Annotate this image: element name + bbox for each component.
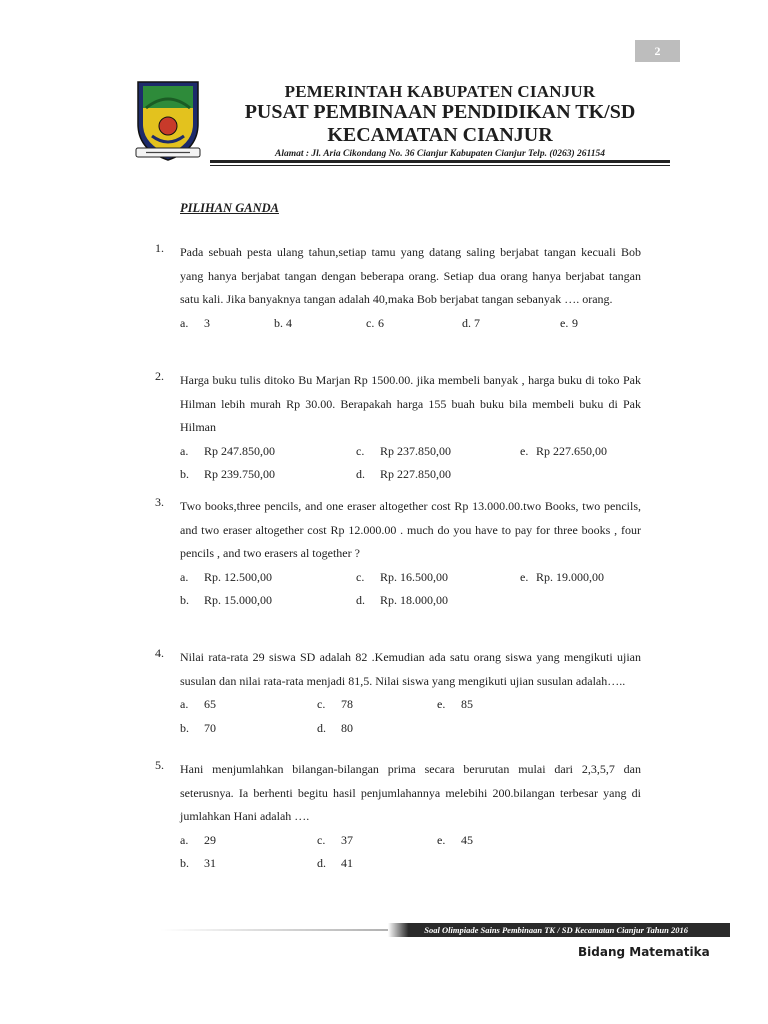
option-a: a. 29 [180, 832, 216, 847]
cianjur-coat-of-arms-logo [132, 78, 204, 162]
question-3 [155, 495, 641, 613]
option-b: b. Rp 239.750,00 [180, 467, 276, 481]
option-d: d. 41 [317, 856, 353, 870]
question-5 [155, 758, 641, 876]
option-d: d. 7 [462, 315, 480, 330]
answer-options [180, 693, 641, 740]
answer-options [180, 440, 641, 487]
answer-options [180, 829, 641, 876]
option-d: d. Rp. 18.000,00 [356, 593, 449, 607]
question-number: 3. [155, 495, 164, 509]
option-d: d. 80 [317, 720, 353, 735]
option-b: b. 4 [274, 315, 292, 330]
option-e: e. 9 [560, 315, 578, 330]
question-text: Harga buku tulis ditoko Bu Marjan Rp 1500.00. jika membeli banyak , harga buku di toko Pak Hilman lebih murah Rp 30.00. Berapakah harga 155 buah buku bila membeli buku di Pak Hilman [180, 373, 641, 434]
question-number: 5. [155, 758, 164, 772]
option-c: c. 37 [317, 832, 353, 847]
question-text: Nilai rata-rata 29 siswa SD adalah 82 .Kemudian ada satu orang siswa yang mengikuti ujian susulan dan nilai rata-rata menjadi 81,5. Nilai siswa yang mengikuti ujian susulan adalah….. [180, 650, 641, 688]
letterhead-government: PEMERINTAH KABUPATEN CIANJUR [284, 82, 596, 101]
option-b: b. Rp. 15.000,00 [180, 593, 273, 607]
option-e: e. 45 [437, 832, 473, 847]
option-e: e. Rp 227.650,00 [520, 443, 608, 458]
option-d: d. Rp 227.850,00 [356, 467, 452, 481]
footer-subject: Bidang Matematika [578, 945, 710, 959]
option-a: a. 65 [180, 697, 216, 711]
page-number-badge: 2 [635, 40, 680, 62]
option-a: a. 3 [180, 315, 210, 330]
question-text: Two books,three pencils, and one eraser altogether cost Rp 13.000.00.two Books, two pencils, and two eraser altogether cost Rp 12.000.00 . much do you have to pay for three books , four pencils , and two erasers al together ? [180, 499, 641, 560]
letterhead-institution: PUSAT PEMBINAAN PENDIDIKAN TK/SD [244, 101, 636, 123]
option-c: c. Rp 237.850,00 [356, 443, 452, 458]
letterhead-district: KECAMATAN CIANJUR [327, 124, 553, 146]
option-a: a. Rp. 12.500,00 [180, 569, 273, 584]
letterhead-address: Alamat : Jl. Aria Cikondang No. 36 Cianjur Kabupaten Cianjur Telp. (0263) 261154 [274, 149, 605, 159]
section-title: PILIHAN GANDA [180, 201, 279, 215]
question-text: Hani menjumlahkan bilangan-bilangan prima secara berurutan mulai dari 2,3,5,7 dan seterusnya. Ia berhenti begitu hasil penjumlahannya melebihi 200.bilangan terbesar yang di jumlahkan Hani adalah …. [180, 762, 641, 823]
option-e: e. 85 [437, 697, 473, 711]
option-b: b. 31 [180, 856, 216, 870]
answer-options [180, 566, 641, 613]
question-4 [155, 646, 641, 740]
option-b: b. 70 [180, 720, 216, 735]
footer-banner: Soal Olimpiade Sains Pembinaan TK / SD Kecamatan Cianjur Tahun 2016 [388, 923, 730, 937]
question-number: 2. [155, 369, 164, 383]
question-2 [155, 369, 641, 487]
question-number: 4. [155, 646, 164, 660]
footer-divider-line [160, 929, 390, 931]
answer-options [180, 312, 641, 336]
option-c: c. Rp. 16.500,00 [356, 569, 449, 584]
letterhead [210, 82, 670, 161]
letterhead-divider-thin [210, 165, 670, 166]
letterhead-divider-thick [210, 160, 670, 163]
option-a: a. Rp 247.850,00 [180, 443, 276, 458]
question-text: Pada sebuah pesta ulang tahun,setiap tamu yang datang saling berjabat tangan kecuali Bob yang hanya berjabat tangan dengan beberapa orang. Setiap dua orang hanya berjabat tangan satu kali. Jika banyaknya tangan adalah 40,maka Bob berjabat tangan sebanyak …. orang. [180, 245, 641, 306]
option-c: c. 78 [317, 697, 353, 711]
question-number: 1. [155, 241, 164, 255]
option-e: e. Rp. 19.000,00 [520, 569, 605, 584]
question-1 [155, 241, 641, 335]
option-c: c. 6 [366, 315, 384, 330]
